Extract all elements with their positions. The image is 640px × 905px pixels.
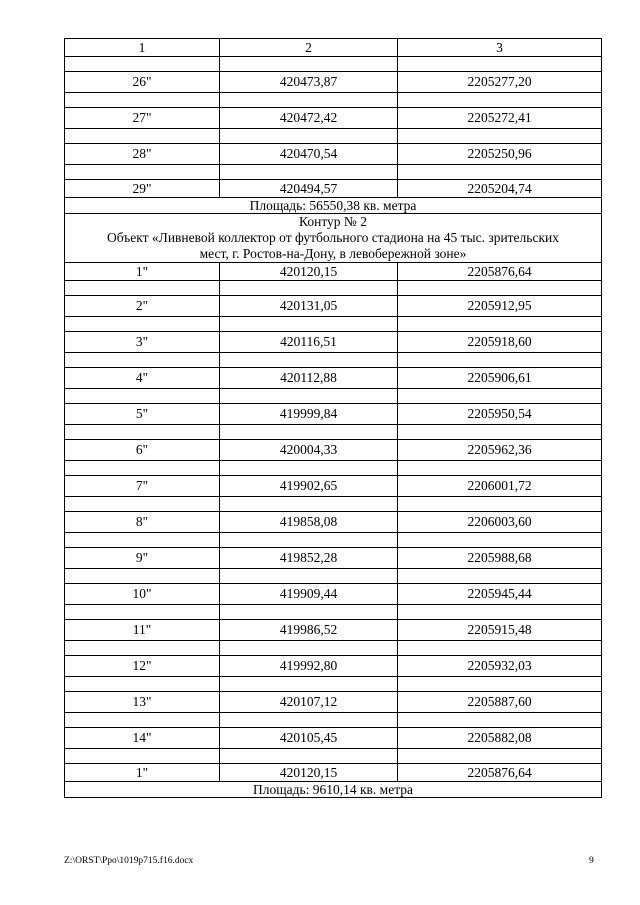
y-coordinate: 2205945,44: [398, 584, 602, 605]
x-coordinate: 419986,52: [220, 620, 398, 641]
x-coordinate: 420105,45: [220, 728, 398, 749]
spacer-row: [65, 749, 602, 764]
point-number: 26": [65, 72, 220, 93]
point-number: 2": [65, 296, 220, 317]
point-number: 5": [65, 404, 220, 425]
point-number: 3": [65, 332, 220, 353]
x-coordinate: 419902,65: [220, 476, 398, 497]
point-number: 8": [65, 512, 220, 533]
y-coordinate: 2205876,64: [398, 764, 602, 782]
y-coordinate: 2205882,08: [398, 728, 602, 749]
spacer-row: [65, 129, 602, 144]
table-row: [65, 263, 602, 281]
x-coordinate: 420107,12: [220, 692, 398, 713]
area-contour-1: Площадь: 56550,38 кв. метра: [65, 198, 602, 214]
spacer-row: [65, 569, 602, 584]
area-row: [65, 198, 602, 214]
x-coordinate: 419992,80: [220, 656, 398, 677]
spacer-row: [65, 93, 602, 108]
y-coordinate: 2206001,72: [398, 476, 602, 497]
object-name-line-1: Объект «Ливневой коллектор от футбольного стадиона на 45 тыс. зрительских: [107, 230, 559, 245]
object-name-line-2: мест, г. Ростов-на-Дону, в левобережной зоне»: [199, 246, 467, 261]
y-coordinate: 2205876,64: [398, 263, 602, 281]
spacer-row: [65, 497, 602, 512]
footer-page-number: 9: [589, 856, 594, 866]
y-coordinate: 2205950,54: [398, 404, 602, 425]
coordinates-table: [64, 38, 602, 798]
point-number: 1": [65, 263, 220, 281]
point-number: 12": [65, 656, 220, 677]
y-coordinate: 2205272,41: [398, 108, 602, 129]
table-row: [65, 620, 602, 641]
table-row: [65, 108, 602, 129]
y-coordinate: 2205887,60: [398, 692, 602, 713]
y-coordinate: 2205988,68: [398, 548, 602, 569]
spacer-row: [65, 533, 602, 548]
table-row: [65, 476, 602, 497]
point-number: 7": [65, 476, 220, 497]
spacer-row: [65, 677, 602, 692]
spacer-row: [65, 281, 602, 296]
spacer-row: [65, 425, 602, 440]
y-coordinate: 2205250,96: [398, 144, 602, 165]
area-row: [65, 782, 602, 798]
y-coordinate: 2205912,95: [398, 296, 602, 317]
point-number: 9": [65, 548, 220, 569]
x-coordinate: 420131,05: [220, 296, 398, 317]
y-coordinate: 2205204,74: [398, 180, 602, 198]
table-row: [65, 692, 602, 713]
table-row: [65, 728, 602, 749]
table-row: [65, 440, 602, 461]
header-cell-1: 1: [65, 39, 220, 57]
table-row: [65, 548, 602, 569]
y-coordinate: 2205915,48: [398, 620, 602, 641]
x-coordinate: 420473,87: [220, 72, 398, 93]
y-coordinate: 2205906,61: [398, 368, 602, 389]
x-coordinate: 420112,88: [220, 368, 398, 389]
y-coordinate: 2205277,20: [398, 72, 602, 93]
table-row: [65, 180, 602, 198]
table-row: [65, 764, 602, 782]
spacer-row: [65, 389, 602, 404]
table-row: [65, 296, 602, 317]
spacer-row: [65, 605, 602, 620]
table-row: [65, 332, 602, 353]
x-coordinate: 420120,15: [220, 263, 398, 281]
header-cell-3: 3: [398, 39, 602, 57]
table-row: [65, 72, 602, 93]
x-coordinate: 419909,44: [220, 584, 398, 605]
table-row: [65, 584, 602, 605]
spacer-row: [65, 461, 602, 476]
table-row: [65, 512, 602, 533]
point-number: 10": [65, 584, 220, 605]
point-number: 13": [65, 692, 220, 713]
table-row: [65, 144, 602, 165]
footer-file-path: Z:\ORST\Ppo\1019p715.f16.docx: [64, 856, 194, 866]
x-coordinate: 419852,28: [220, 548, 398, 569]
contour-2-header: [65, 214, 602, 263]
spacer-row: [65, 353, 602, 368]
contour-2-title: Контур № 2: [299, 214, 367, 229]
point-number: 28": [65, 144, 220, 165]
spacer-row: [65, 317, 602, 332]
point-number: 11": [65, 620, 220, 641]
table-row: [65, 656, 602, 677]
x-coordinate: 419999,84: [220, 404, 398, 425]
point-number: 29": [65, 180, 220, 198]
x-coordinate: 420004,33: [220, 440, 398, 461]
x-coordinate: 420116,51: [220, 332, 398, 353]
point-number: 6": [65, 440, 220, 461]
spacer-row: [65, 641, 602, 656]
x-coordinate: 419858,08: [220, 512, 398, 533]
x-coordinate: 420470,54: [220, 144, 398, 165]
y-coordinate: 2205918,60: [398, 332, 602, 353]
point-number: 1": [65, 764, 220, 782]
spacer-row: [65, 57, 602, 72]
point-number: 27": [65, 108, 220, 129]
spacer-row: [65, 713, 602, 728]
y-coordinate: 2205962,36: [398, 440, 602, 461]
x-coordinate: 420494,57: [220, 180, 398, 198]
header-cell-2: 2: [220, 39, 398, 57]
point-number: 14": [65, 728, 220, 749]
x-coordinate: 420120,15: [220, 764, 398, 782]
table-row: [65, 368, 602, 389]
spacer-row: [65, 165, 602, 180]
table-header-row: [65, 39, 602, 57]
table-row: [65, 404, 602, 425]
contour-header-row: [65, 214, 602, 263]
x-coordinate: 420472,42: [220, 108, 398, 129]
point-number: 4": [65, 368, 220, 389]
y-coordinate: 2205932,03: [398, 656, 602, 677]
area-contour-2: Площадь: 9610,14 кв. метра: [65, 782, 602, 798]
y-coordinate: 2206003,60: [398, 512, 602, 533]
